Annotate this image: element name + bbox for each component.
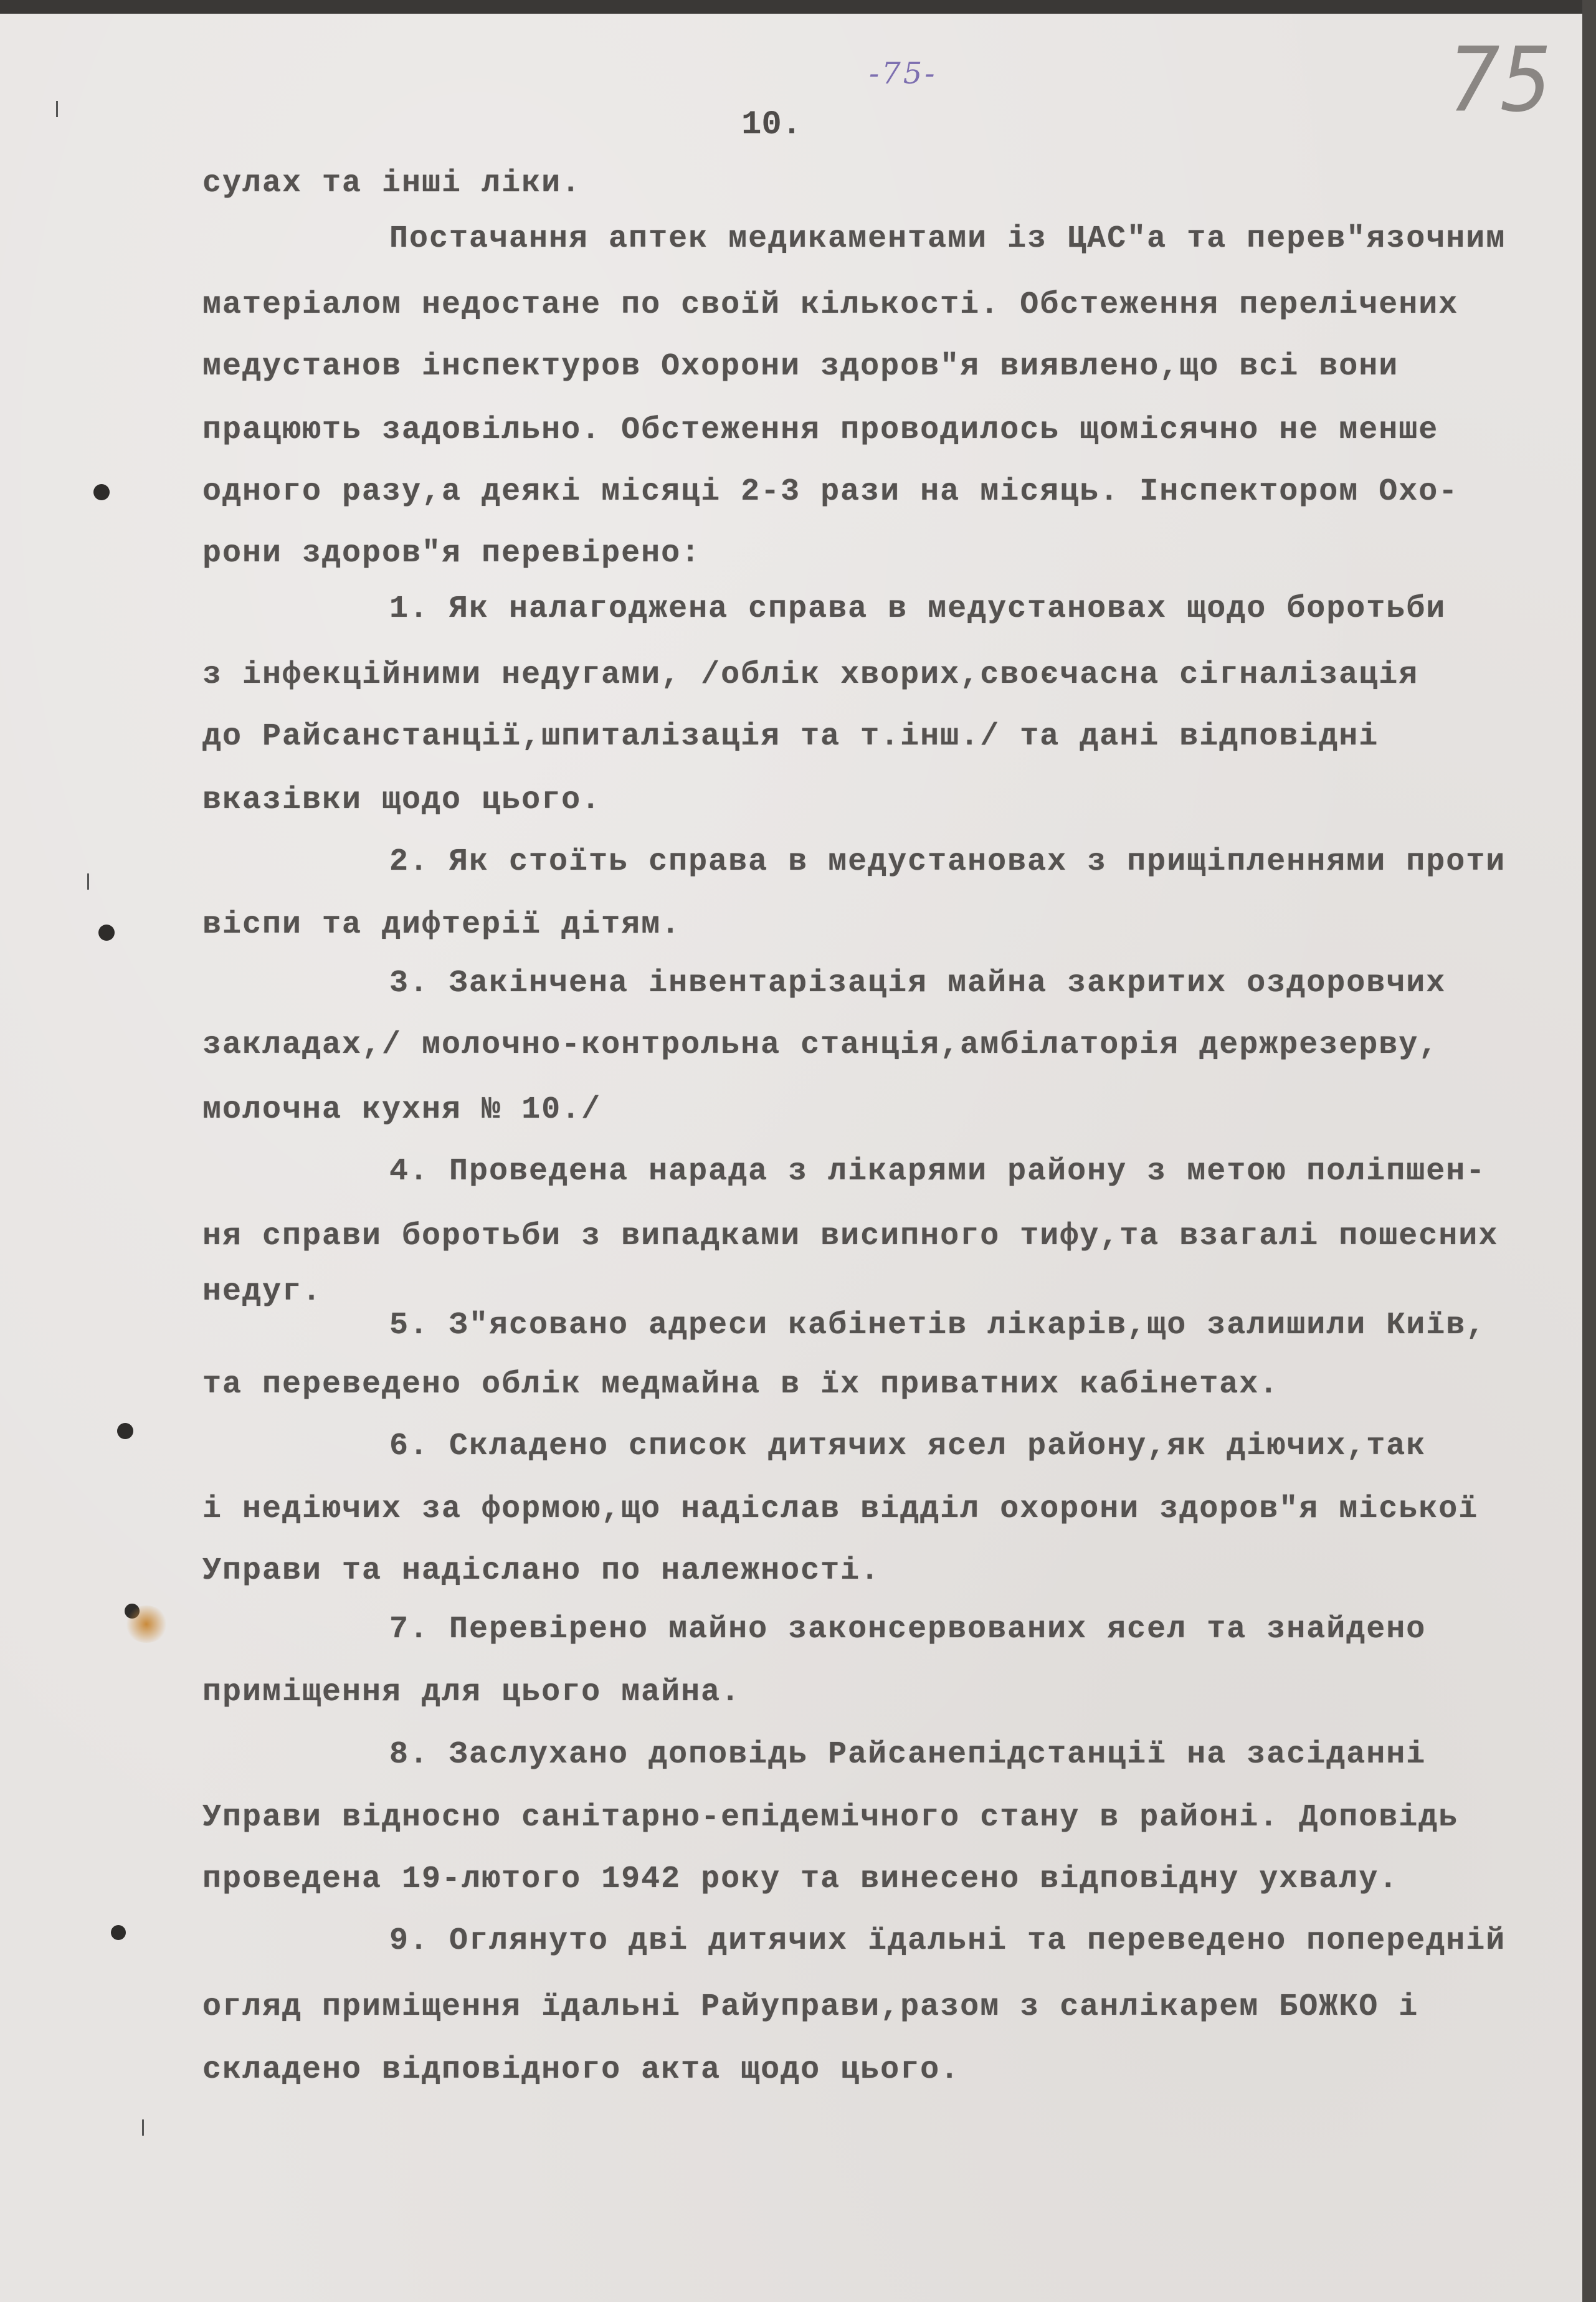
text-line: до Райсанстанції,шпиталізація та т.інш./ та дані відповідні	[202, 719, 1379, 754]
text-line: віспи та дифтерії дітям.	[202, 907, 682, 943]
text-line: закладах,/ молочно-контрольна станція,амбілаторія держрезерву,	[202, 1027, 1439, 1063]
punch-hole	[111, 1925, 126, 1940]
text-line: Управи та надіслано по належності.	[202, 1553, 881, 1589]
text-line: 5. З"ясовано адреси кабінетів лікарів,що залишили Київ,	[389, 1308, 1486, 1343]
page-number: 10.	[741, 106, 802, 144]
text-line: вказівки щодо цього.	[202, 782, 602, 818]
margin-mark	[142, 2119, 144, 2136]
text-line: з інфекційними недугами, /облік хворих,своєчасна сігналізація	[202, 657, 1419, 693]
archive-number-handwritten: -75-	[869, 56, 938, 91]
text-line: сулах та інші ліки.	[202, 166, 582, 201]
margin-mark	[87, 873, 89, 890]
text-line: і недіючих за формою,що надіслав відділ охорони здоров"я міської	[202, 1491, 1479, 1527]
margin-mark	[56, 101, 58, 117]
text-line: працюють задовільно. Обстеження проводилось щомісячно не менше	[202, 412, 1439, 448]
scan-edge	[1582, 0, 1596, 2302]
text-line: Постачання аптек медикаментами із ЦАС"а та перев"язочним	[389, 221, 1506, 257]
rust-stain	[125, 1605, 168, 1643]
text-line: недуг.	[202, 1274, 323, 1310]
text-line: рони здоров"я перевірено:	[202, 536, 701, 571]
text-line: 1. Як налагоджена справа в медустановах щодо боротьби	[389, 591, 1446, 627]
punch-hole	[98, 925, 115, 941]
text-line: огляд приміщення їдальні Райуправи,разом з санлікарем БОЖКО і	[202, 1989, 1419, 2025]
text-line: складено відповідного акта щодо цього.	[202, 2052, 961, 2088]
document-page	[0, 14, 1584, 2302]
text-line: ня справи боротьби з випадками висипного тифу,та взагалі пошесних	[202, 1219, 1499, 1254]
folio-number-handwritten: 75	[1448, 27, 1552, 132]
text-line: проведена 19-лютого 1942 року та винесено відповідну ухвалу.	[202, 1862, 1399, 1897]
text-line: 7. Перевірено майно законсервованих ясел та знайдено	[389, 1612, 1427, 1647]
text-line: Управи відносно санітарно-епідемічного стану в районі. Доповідь	[202, 1800, 1459, 1835]
text-line: 8. Заслухано доповідь Райсанепідстанції на засіданні	[389, 1737, 1427, 1772]
text-line: медустанов інспектуров Охорони здоров"я виявлено,що всі вони	[202, 349, 1399, 384]
punch-hole	[117, 1423, 133, 1439]
punch-hole	[93, 484, 110, 500]
text-line: та переведено облік медмайна в їх приватних кабінетах.	[202, 1367, 1280, 1402]
text-line: матеріалом недостане по своїй кількості. Обстеження перелічених	[202, 287, 1459, 323]
text-line: одного разу,а деякі місяці 2-3 рази на місяць. Інспектором Охо-	[202, 474, 1459, 510]
text-line: 4. Проведена нарада з лікарями району з метою поліпшен-	[389, 1154, 1486, 1189]
text-line: 6. Складено список дитячих ясел району,як діючих,так	[389, 1429, 1427, 1464]
text-line: молочна кухня № 10./	[202, 1092, 602, 1128]
text-line: 3. Закінчена інвентарізація майна закритих оздоровчих	[389, 966, 1446, 1001]
text-line: 2. Як стоїть справа в медустановах з прищіпленнями проти	[389, 844, 1506, 880]
text-line: 9. Оглянуто дві дитячих їдальні та переведено попередній	[389, 1923, 1506, 1959]
text-line: приміщення для цього майна.	[202, 1675, 741, 1710]
